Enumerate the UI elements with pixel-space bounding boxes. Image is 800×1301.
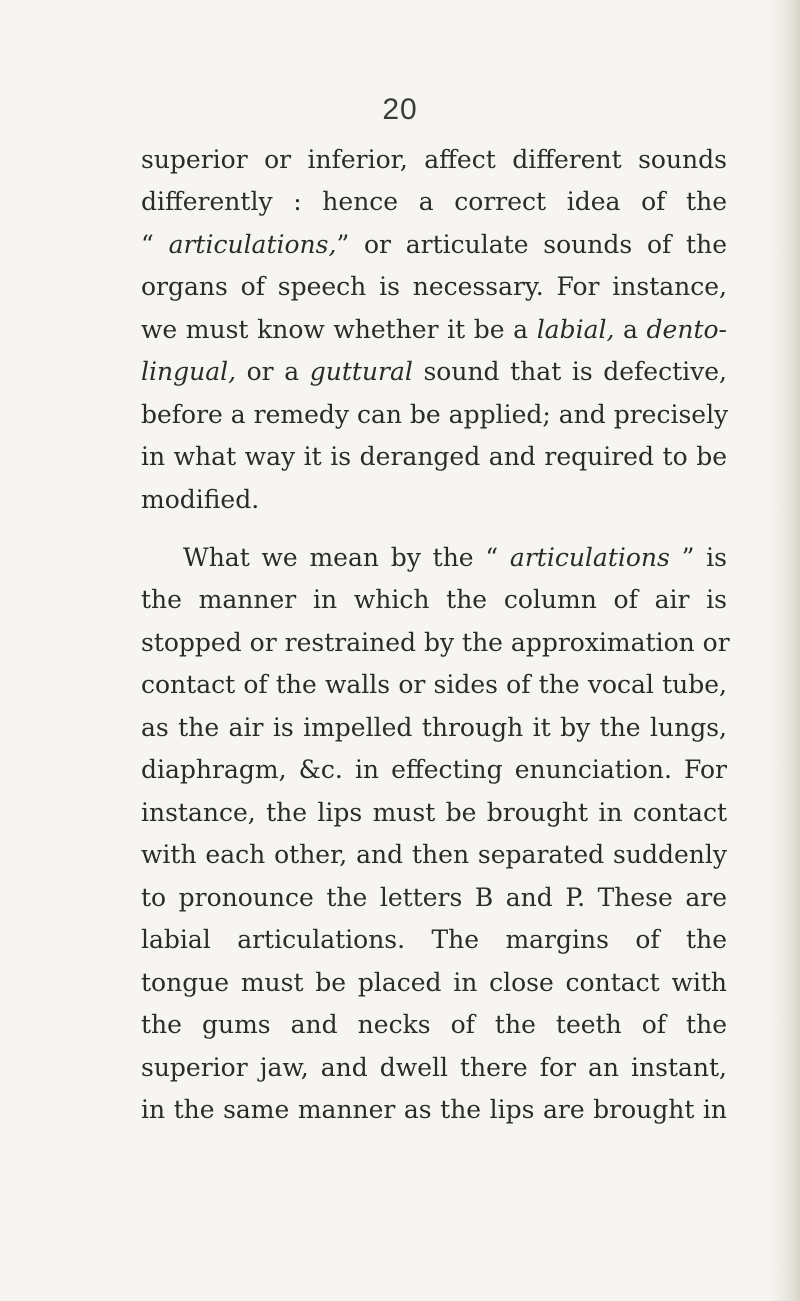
text-line: superior jaw, and dwell there for an instant,: [141, 1053, 727, 1082]
text-line: differently : hence a correct idea of the: [141, 187, 727, 216]
text-line: lingual, or a guttural sound that is defective,: [141, 357, 727, 386]
text-line: “ articulations,” or articulate sounds of the: [141, 230, 727, 259]
text-line: we must know whether it be a labial, a dento-: [141, 315, 727, 344]
text-line: contact of the walls or sides of the vocal tube,: [141, 670, 727, 699]
text-line: in the same manner as the lips are brought in: [141, 1095, 727, 1124]
text-line: before a remedy can be applied; and precisely: [141, 400, 729, 429]
page-edge-shadow: [770, 0, 800, 1301]
text-line: labial articulations. The margins of the: [141, 925, 727, 954]
text-line: What we mean by the “ articulations ” is: [183, 543, 728, 572]
text-line: organs of speech is necessary. For instance,: [141, 272, 727, 301]
text-line: as the air is impelled through it by the lungs,: [141, 713, 727, 742]
text-line: the gums and necks of the teeth of the: [141, 1010, 727, 1039]
text-line: instance, the lips must be brought in contact: [141, 798, 727, 827]
text-line: to pronounce the letters B and P. These are: [141, 883, 727, 912]
text-line: tongue must be placed in close contact with: [141, 968, 727, 997]
text-line: with each other, and then separated suddenly: [141, 840, 727, 869]
text-line: diaphragm, &c. in effecting enunciation. For: [141, 755, 727, 784]
page-number: 20: [382, 93, 418, 126]
text-line: in what way it is deranged and required to be: [141, 442, 727, 471]
text-line: superior or inferior, affect different sounds: [141, 145, 727, 174]
text-line: the manner in which the column of air is: [141, 585, 727, 614]
text-line: stopped or restrained by the approximation or: [141, 628, 730, 657]
text-line: modified.: [141, 485, 260, 514]
